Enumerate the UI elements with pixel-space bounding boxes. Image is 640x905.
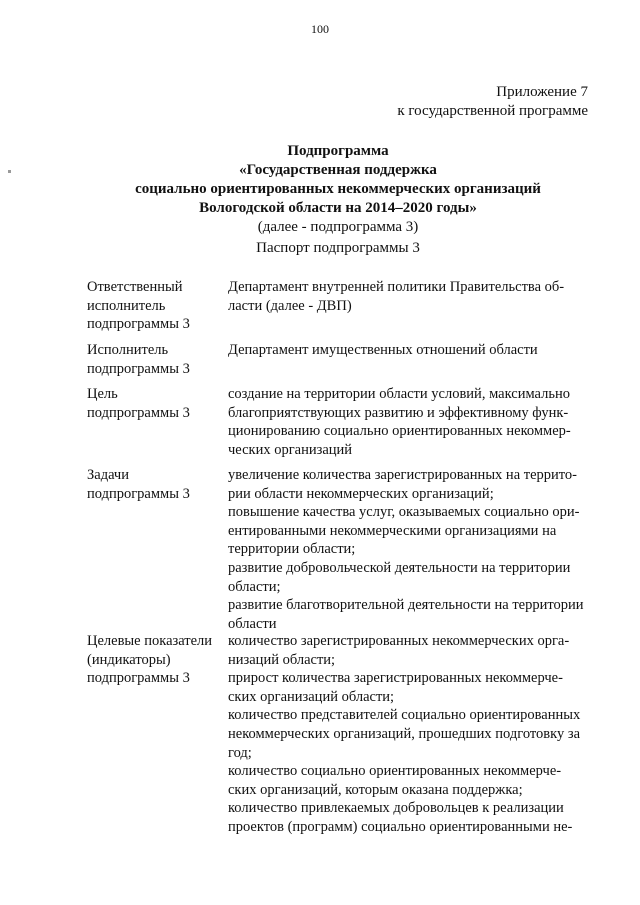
row-label xyxy=(87,466,227,503)
value-line: прирост количества зарегистрированных некоммерче- xyxy=(228,670,563,687)
value-line: создание на территории области условий, максимально xyxy=(228,386,570,402)
value-line: ских организаций, которым оказана поддержка; xyxy=(228,781,523,798)
label-line: Ответственный xyxy=(87,279,183,295)
appendix-line: Приложение 7 xyxy=(496,84,588,100)
title-line: «Государственная поддержка xyxy=(239,162,437,178)
label-line: Задачи xyxy=(87,467,129,483)
value-line: некоммерческих организаций, прошедших подготовку за xyxy=(228,725,581,742)
label-line: исполнитель xyxy=(87,297,166,314)
row-label xyxy=(87,385,227,422)
scan-speck xyxy=(8,170,11,173)
value-line: количество социально ориентированных некоммерче- xyxy=(228,763,562,780)
row-value xyxy=(228,385,609,459)
label-line: подпрограммы 3 xyxy=(87,316,190,333)
subprogram-title xyxy=(0,142,640,237)
title-line: социально ориентированных некоммерческих организаций xyxy=(135,181,541,197)
label-line: подпрограммы 3 xyxy=(87,404,190,421)
value-line: территории области; xyxy=(228,541,356,558)
label-line: Целевые показатели xyxy=(87,633,213,649)
title-note: (далее - подпрограмма 3) xyxy=(257,219,419,235)
appendix-line: к государственной программе xyxy=(397,103,588,119)
row-value xyxy=(228,632,609,837)
label-line: Исполнитель xyxy=(87,342,169,358)
row-label xyxy=(87,341,227,378)
value-line: рии области некоммерческих организаций; xyxy=(228,485,494,502)
title-line: Подпрограмма xyxy=(287,143,389,159)
row-label xyxy=(87,278,227,334)
value-line: количество привлекаемых добровольцев к реализации xyxy=(228,800,564,817)
value-line: ционированию социально ориентированных некоммер- xyxy=(228,423,571,440)
value-line: низаций области; xyxy=(228,651,336,668)
label-line: подпрограммы 3 xyxy=(87,670,190,687)
value-line: развитие благотворительной деятельности на территории xyxy=(228,597,584,614)
label-line: подпрограммы 3 xyxy=(87,485,190,502)
label-line: (индикаторы) xyxy=(87,651,171,668)
row-label xyxy=(87,632,227,688)
label-line: Цель xyxy=(87,386,118,402)
value-line: развитие добровольческой деятельности на территории xyxy=(228,559,571,576)
value-line: проектов (программ) социально ориентированными не- xyxy=(228,818,573,835)
value-line: повышение качества услуг, оказываемых социально ори- xyxy=(228,504,580,521)
value-line: Департамент внутренней политики Правительства об- xyxy=(228,279,565,295)
value-line: Департамент имущественных отношений области xyxy=(228,342,538,358)
passport-title: Паспорт подпрограммы 3 xyxy=(256,240,420,256)
value-line: количество зарегистрированных некоммерческих орга- xyxy=(228,633,570,649)
value-line: год; xyxy=(228,744,252,761)
value-line: области xyxy=(228,615,277,632)
label-line: подпрограммы 3 xyxy=(87,360,190,377)
value-line: ских организаций области; xyxy=(228,688,395,705)
page-number: 100 xyxy=(311,22,329,36)
value-line: ласти (далее - ДВП) xyxy=(228,297,352,314)
row-value xyxy=(228,278,609,315)
title-line: Вологодской области на 2014–2020 годы» xyxy=(199,200,477,216)
value-line: области; xyxy=(228,578,281,595)
value-line: количество представителей социально ориентированных xyxy=(228,707,581,724)
value-line: ческих организаций xyxy=(228,441,353,458)
row-value xyxy=(228,466,609,633)
value-line: благоприятствующих развитию и эффективному функ- xyxy=(228,404,569,421)
appendix-reference xyxy=(397,83,588,121)
value-line: увеличение количества зарегистрированных на террито- xyxy=(228,467,578,483)
row-value xyxy=(228,341,609,360)
value-line: ентированными некоммерческими организациями на xyxy=(228,522,557,539)
